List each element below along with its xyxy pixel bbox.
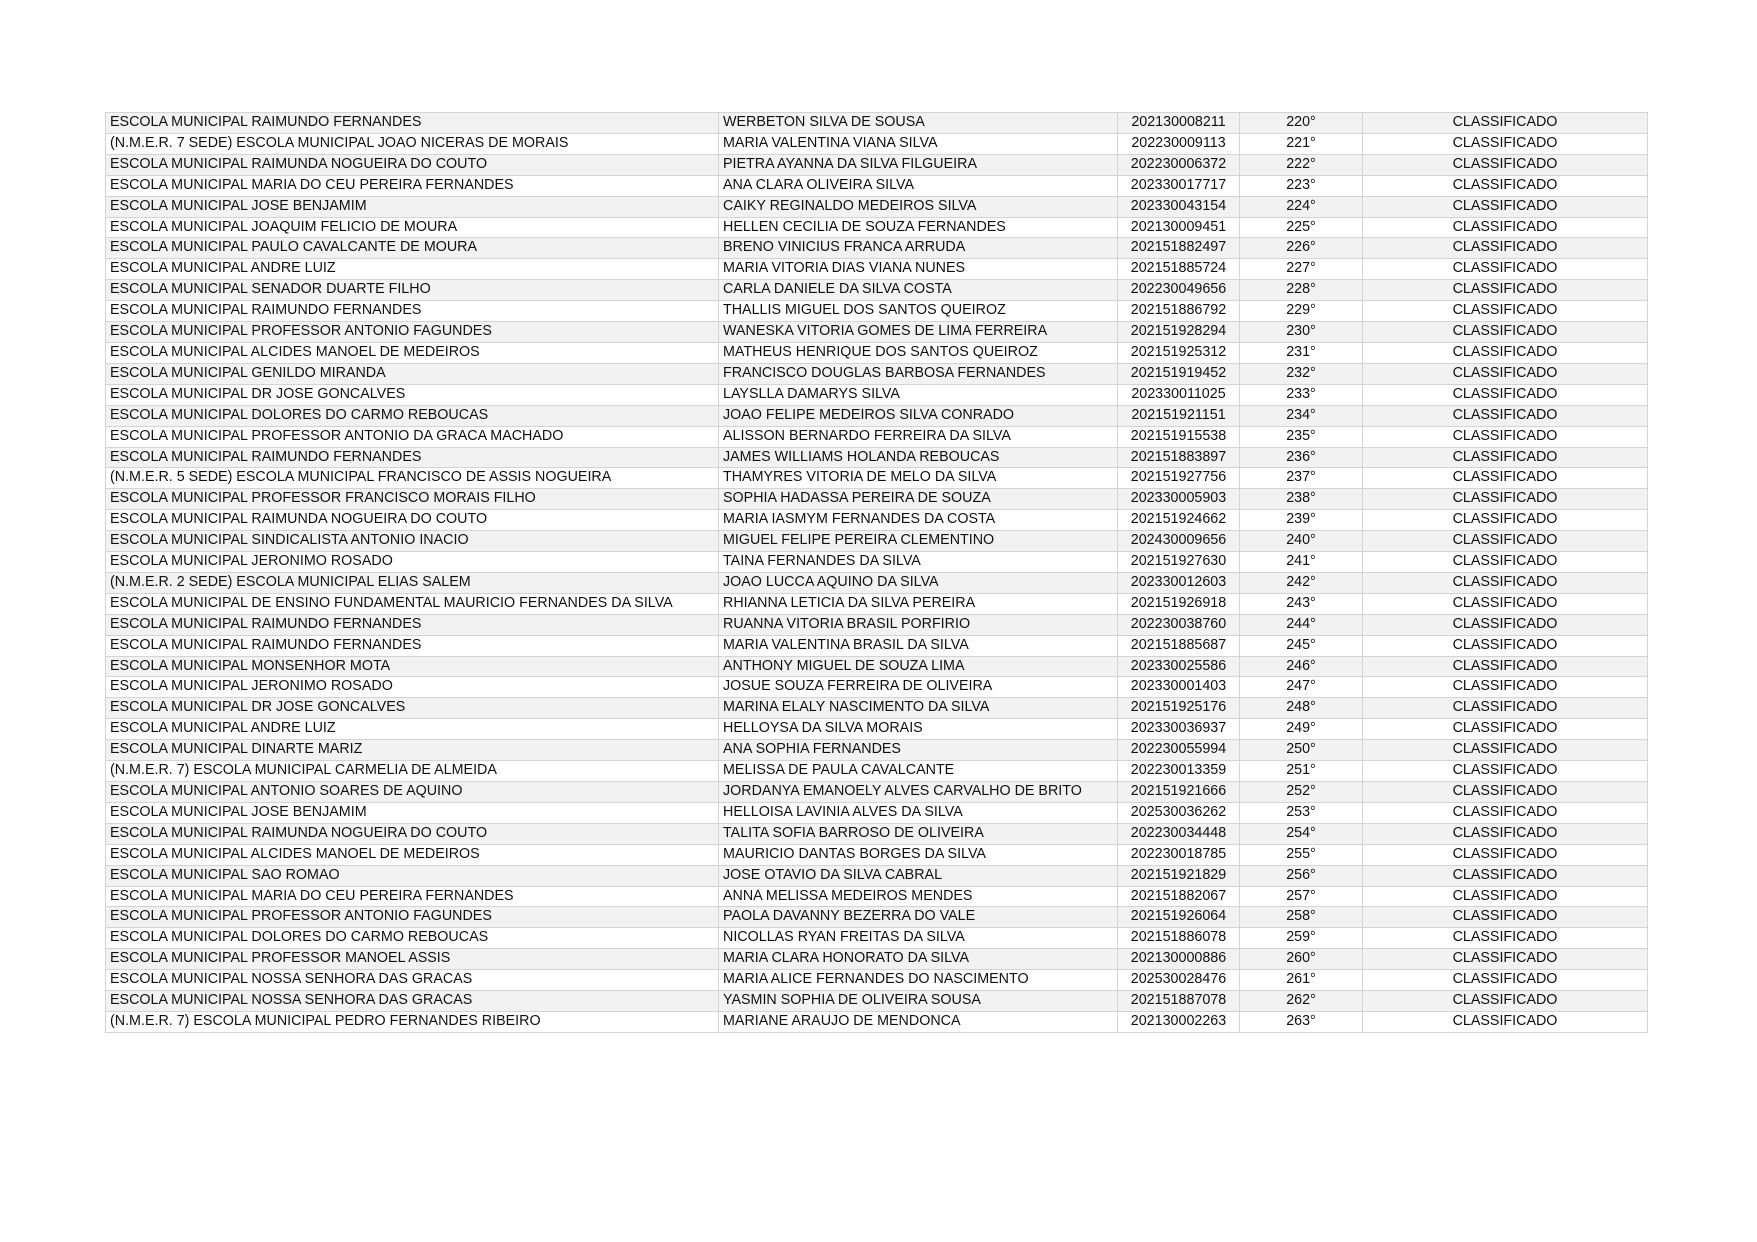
student-name-cell: TAINA FERNANDES DA SILVA bbox=[719, 552, 1118, 573]
rank-cell: 241° bbox=[1240, 552, 1363, 573]
registration-code-cell: 202151882497 bbox=[1118, 238, 1240, 259]
rank-cell: 249° bbox=[1240, 719, 1363, 740]
registration-code-cell: 202151886792 bbox=[1118, 301, 1240, 322]
school-cell: ESCOLA MUNICIPAL SINDICALISTA ANTONIO INACIO bbox=[106, 531, 719, 552]
school-cell: ESCOLA MUNICIPAL DR JOSE GONCALVES bbox=[106, 384, 719, 405]
student-name-cell: MIGUEL FELIPE PEREIRA CLEMENTINO bbox=[719, 531, 1118, 552]
table-row bbox=[106, 844, 1648, 865]
rank-cell: 244° bbox=[1240, 614, 1363, 635]
rank-cell: 221° bbox=[1240, 133, 1363, 154]
rank-cell: 250° bbox=[1240, 740, 1363, 761]
rank-cell: 232° bbox=[1240, 363, 1363, 384]
status-cell: CLASSIFICADO bbox=[1363, 698, 1648, 719]
registration-code-cell: 202230034448 bbox=[1118, 823, 1240, 844]
student-name-cell: HELLOISA LAVINIA ALVES DA SILVA bbox=[719, 802, 1118, 823]
school-cell: ESCOLA MUNICIPAL RAIMUNDA NOGUEIRA DO COUTO bbox=[106, 823, 719, 844]
school-cell: ESCOLA MUNICIPAL NOSSA SENHORA DAS GRACAS bbox=[106, 991, 719, 1012]
status-cell: CLASSIFICADO bbox=[1363, 635, 1648, 656]
student-name-cell: JOAO LUCCA AQUINO DA SILVA bbox=[719, 572, 1118, 593]
school-cell: ESCOLA MUNICIPAL DOLORES DO CARMO REBOUCAS bbox=[106, 928, 719, 949]
table-row bbox=[106, 363, 1648, 384]
status-cell: CLASSIFICADO bbox=[1363, 113, 1648, 134]
rank-cell: 236° bbox=[1240, 447, 1363, 468]
table-row bbox=[106, 928, 1648, 949]
status-cell: CLASSIFICADO bbox=[1363, 614, 1648, 635]
registration-code-cell: 202151924662 bbox=[1118, 510, 1240, 531]
table-row bbox=[106, 991, 1648, 1012]
status-cell: CLASSIFICADO bbox=[1363, 196, 1648, 217]
table-row bbox=[106, 949, 1648, 970]
rank-cell: 254° bbox=[1240, 823, 1363, 844]
student-name-cell: JAMES WILLIAMS HOLANDA REBOUCAS bbox=[719, 447, 1118, 468]
status-cell: CLASSIFICADO bbox=[1363, 322, 1648, 343]
status-cell: CLASSIFICADO bbox=[1363, 802, 1648, 823]
student-name-cell: JOAO FELIPE MEDEIROS SILVA CONRADO bbox=[719, 405, 1118, 426]
status-cell: CLASSIFICADO bbox=[1363, 991, 1648, 1012]
status-cell: CLASSIFICADO bbox=[1363, 447, 1648, 468]
student-name-cell: MELISSA DE PAULA CAVALCANTE bbox=[719, 761, 1118, 782]
status-cell: CLASSIFICADO bbox=[1363, 342, 1648, 363]
classification-table bbox=[105, 112, 1648, 1033]
student-name-cell: HELLEN CECILIA DE SOUZA FERNANDES bbox=[719, 217, 1118, 238]
student-name-cell: JOSE OTAVIO DA SILVA CABRAL bbox=[719, 865, 1118, 886]
table-row bbox=[106, 489, 1648, 510]
student-name-cell: MATHEUS HENRIQUE DOS SANTOS QUEIROZ bbox=[719, 342, 1118, 363]
registration-code-cell: 202151915538 bbox=[1118, 426, 1240, 447]
table-row bbox=[106, 447, 1648, 468]
rank-cell: 222° bbox=[1240, 154, 1363, 175]
rank-cell: 259° bbox=[1240, 928, 1363, 949]
registration-code-cell: 202230013359 bbox=[1118, 761, 1240, 782]
table-row bbox=[106, 572, 1648, 593]
registration-code-cell: 202430009656 bbox=[1118, 531, 1240, 552]
rank-cell: 248° bbox=[1240, 698, 1363, 719]
rank-cell: 251° bbox=[1240, 761, 1363, 782]
table-row bbox=[106, 865, 1648, 886]
rank-cell: 238° bbox=[1240, 489, 1363, 510]
rank-cell: 262° bbox=[1240, 991, 1363, 1012]
student-name-cell: MARIA VITORIA DIAS VIANA NUNES bbox=[719, 259, 1118, 280]
school-cell: ESCOLA MUNICIPAL JERONIMO ROSADO bbox=[106, 552, 719, 573]
rank-cell: 260° bbox=[1240, 949, 1363, 970]
student-name-cell: RUANNA VITORIA BRASIL PORFIRIO bbox=[719, 614, 1118, 635]
rank-cell: 243° bbox=[1240, 593, 1363, 614]
rank-cell: 263° bbox=[1240, 1011, 1363, 1032]
student-name-cell: YASMIN SOPHIA DE OLIVEIRA SOUSA bbox=[719, 991, 1118, 1012]
table-row bbox=[106, 1011, 1648, 1032]
student-name-cell: PIETRA AYANNA DA SILVA FILGUEIRA bbox=[719, 154, 1118, 175]
student-name-cell: CAIKY REGINALDO MEDEIROS SILVA bbox=[719, 196, 1118, 217]
registration-code-cell: 202151921151 bbox=[1118, 405, 1240, 426]
table-row bbox=[106, 426, 1648, 447]
rank-cell: 223° bbox=[1240, 175, 1363, 196]
status-cell: CLASSIFICADO bbox=[1363, 384, 1648, 405]
registration-code-cell: 202330012603 bbox=[1118, 572, 1240, 593]
rank-cell: 242° bbox=[1240, 572, 1363, 593]
table-row bbox=[106, 259, 1648, 280]
registration-code-cell: 202151882067 bbox=[1118, 886, 1240, 907]
school-cell: ESCOLA MUNICIPAL SENADOR DUARTE FILHO bbox=[106, 280, 719, 301]
status-cell: CLASSIFICADO bbox=[1363, 363, 1648, 384]
status-cell: CLASSIFICADO bbox=[1363, 949, 1648, 970]
registration-code-cell: 202151921829 bbox=[1118, 865, 1240, 886]
rank-cell: 230° bbox=[1240, 322, 1363, 343]
table-row bbox=[106, 907, 1648, 928]
table-row bbox=[106, 238, 1648, 259]
registration-code-cell: 202151883897 bbox=[1118, 447, 1240, 468]
status-cell: CLASSIFICADO bbox=[1363, 907, 1648, 928]
registration-code-cell: 202330036937 bbox=[1118, 719, 1240, 740]
registration-code-cell: 202230038760 bbox=[1118, 614, 1240, 635]
school-cell: ESCOLA MUNICIPAL DE ENSINO FUNDAMENTAL MAURICIO FERNANDES DA SILVA bbox=[106, 593, 719, 614]
status-cell: CLASSIFICADO bbox=[1363, 259, 1648, 280]
table-row bbox=[106, 280, 1648, 301]
registration-code-cell: 202230009113 bbox=[1118, 133, 1240, 154]
school-cell: (N.M.E.R. 7 SEDE) ESCOLA MUNICIPAL JOAO NICERAS DE MORAIS bbox=[106, 133, 719, 154]
student-name-cell: LAYSLLA DAMARYS SILVA bbox=[719, 384, 1118, 405]
registration-code-cell: 202151887078 bbox=[1118, 991, 1240, 1012]
registration-code-cell: 202151886078 bbox=[1118, 928, 1240, 949]
table-row bbox=[106, 342, 1648, 363]
school-cell: ESCOLA MUNICIPAL ANDRE LUIZ bbox=[106, 259, 719, 280]
table-row bbox=[106, 802, 1648, 823]
rank-cell: 224° bbox=[1240, 196, 1363, 217]
table-row bbox=[106, 133, 1648, 154]
status-cell: CLASSIFICADO bbox=[1363, 844, 1648, 865]
school-cell: ESCOLA MUNICIPAL PROFESSOR FRANCISCO MORAIS FILHO bbox=[106, 489, 719, 510]
school-cell: ESCOLA MUNICIPAL DOLORES DO CARMO REBOUCAS bbox=[106, 405, 719, 426]
status-cell: CLASSIFICADO bbox=[1363, 531, 1648, 552]
student-name-cell: WANESKA VITORIA GOMES DE LIMA FERREIRA bbox=[719, 322, 1118, 343]
student-name-cell: BRENO VINICIUS FRANCA ARRUDA bbox=[719, 238, 1118, 259]
student-name-cell: THALLIS MIGUEL DOS SANTOS QUEIROZ bbox=[719, 301, 1118, 322]
student-name-cell: MARIANE ARAUJO DE MENDONCA bbox=[719, 1011, 1118, 1032]
registration-code-cell: 202330011025 bbox=[1118, 384, 1240, 405]
student-name-cell: SOPHIA HADASSA PEREIRA DE SOUZA bbox=[719, 489, 1118, 510]
table-row bbox=[106, 175, 1648, 196]
status-cell: CLASSIFICADO bbox=[1363, 719, 1648, 740]
rank-cell: 247° bbox=[1240, 677, 1363, 698]
table-row bbox=[106, 761, 1648, 782]
school-cell: ESCOLA MUNICIPAL DR JOSE GONCALVES bbox=[106, 698, 719, 719]
status-cell: CLASSIFICADO bbox=[1363, 175, 1648, 196]
status-cell: CLASSIFICADO bbox=[1363, 280, 1648, 301]
rank-cell: 227° bbox=[1240, 259, 1363, 280]
student-name-cell: PAOLA DAVANNY BEZERRA DO VALE bbox=[719, 907, 1118, 928]
student-name-cell: MAURICIO DANTAS BORGES DA SILVA bbox=[719, 844, 1118, 865]
registration-code-cell: 202151928294 bbox=[1118, 322, 1240, 343]
status-cell: CLASSIFICADO bbox=[1363, 133, 1648, 154]
school-cell: ESCOLA MUNICIPAL PROFESSOR ANTONIO FAGUNDES bbox=[106, 907, 719, 928]
school-cell: ESCOLA MUNICIPAL MONSENHOR MOTA bbox=[106, 656, 719, 677]
school-cell: ESCOLA MUNICIPAL ANDRE LUIZ bbox=[106, 719, 719, 740]
student-name-cell: ANNA MELISSA MEDEIROS MENDES bbox=[719, 886, 1118, 907]
table-row bbox=[106, 552, 1648, 573]
student-name-cell: CARLA DANIELE DA SILVA COSTA bbox=[719, 280, 1118, 301]
registration-code-cell: 202330025586 bbox=[1118, 656, 1240, 677]
table-row bbox=[106, 154, 1648, 175]
table-row bbox=[106, 593, 1648, 614]
table-row bbox=[106, 970, 1648, 991]
table-row bbox=[106, 322, 1648, 343]
school-cell: ESCOLA MUNICIPAL JOAQUIM FELICIO DE MOURA bbox=[106, 217, 719, 238]
rank-cell: 228° bbox=[1240, 280, 1363, 301]
registration-code-cell: 202130002263 bbox=[1118, 1011, 1240, 1032]
status-cell: CLASSIFICADO bbox=[1363, 886, 1648, 907]
table-row bbox=[106, 196, 1648, 217]
table-row bbox=[106, 677, 1648, 698]
student-name-cell: ANTHONY MIGUEL DE SOUZA LIMA bbox=[719, 656, 1118, 677]
school-cell: (N.M.E.R. 7) ESCOLA MUNICIPAL PEDRO FERNANDES RIBEIRO bbox=[106, 1011, 719, 1032]
rank-cell: 233° bbox=[1240, 384, 1363, 405]
rank-cell: 239° bbox=[1240, 510, 1363, 531]
registration-code-cell: 202130009451 bbox=[1118, 217, 1240, 238]
school-cell: (N.M.E.R. 2 SEDE) ESCOLA MUNICIPAL ELIAS SALEM bbox=[106, 572, 719, 593]
status-cell: CLASSIFICADO bbox=[1363, 593, 1648, 614]
rank-cell: 256° bbox=[1240, 865, 1363, 886]
status-cell: CLASSIFICADO bbox=[1363, 928, 1648, 949]
registration-code-cell: 202330005903 bbox=[1118, 489, 1240, 510]
registration-code-cell: 202151925312 bbox=[1118, 342, 1240, 363]
rank-cell: 231° bbox=[1240, 342, 1363, 363]
rank-cell: 237° bbox=[1240, 468, 1363, 489]
registration-code-cell: 202230055994 bbox=[1118, 740, 1240, 761]
registration-code-cell: 202130000886 bbox=[1118, 949, 1240, 970]
rank-cell: 252° bbox=[1240, 782, 1363, 803]
rank-cell: 235° bbox=[1240, 426, 1363, 447]
rank-cell: 245° bbox=[1240, 635, 1363, 656]
status-cell: CLASSIFICADO bbox=[1363, 761, 1648, 782]
status-cell: CLASSIFICADO bbox=[1363, 238, 1648, 259]
status-cell: CLASSIFICADO bbox=[1363, 489, 1648, 510]
school-cell: ESCOLA MUNICIPAL RAIMUNDO FERNANDES bbox=[106, 614, 719, 635]
rank-cell: 240° bbox=[1240, 531, 1363, 552]
student-name-cell: THAMYRES VITORIA DE MELO DA SILVA bbox=[719, 468, 1118, 489]
rank-cell: 225° bbox=[1240, 217, 1363, 238]
status-cell: CLASSIFICADO bbox=[1363, 405, 1648, 426]
school-cell: ESCOLA MUNICIPAL RAIMUNDA NOGUEIRA DO COUTO bbox=[106, 510, 719, 531]
table-row bbox=[106, 531, 1648, 552]
school-cell: ESCOLA MUNICIPAL RAIMUNDO FERNANDES bbox=[106, 635, 719, 656]
student-name-cell: MARIA VALENTINA BRASIL DA SILVA bbox=[719, 635, 1118, 656]
status-cell: CLASSIFICADO bbox=[1363, 217, 1648, 238]
student-name-cell: ANA CLARA OLIVEIRA SILVA bbox=[719, 175, 1118, 196]
registration-code-cell: 202230049656 bbox=[1118, 280, 1240, 301]
rank-cell: 246° bbox=[1240, 656, 1363, 677]
table-row bbox=[106, 301, 1648, 322]
school-cell: ESCOLA MUNICIPAL RAIMUNDO FERNANDES bbox=[106, 301, 719, 322]
school-cell: ESCOLA MUNICIPAL RAIMUNDO FERNANDES bbox=[106, 113, 719, 134]
school-cell: ESCOLA MUNICIPAL MARIA DO CEU PEREIRA FERNANDES bbox=[106, 886, 719, 907]
table-row bbox=[106, 782, 1648, 803]
student-name-cell: JOSUE SOUZA FERREIRA DE OLIVEIRA bbox=[719, 677, 1118, 698]
school-cell: ESCOLA MUNICIPAL JOSE BENJAMIM bbox=[106, 802, 719, 823]
school-cell: ESCOLA MUNICIPAL ALCIDES MANOEL DE MEDEIROS bbox=[106, 844, 719, 865]
table-row bbox=[106, 740, 1648, 761]
student-name-cell: RHIANNA LETICIA DA SILVA PEREIRA bbox=[719, 593, 1118, 614]
status-cell: CLASSIFICADO bbox=[1363, 552, 1648, 573]
table-row bbox=[106, 384, 1648, 405]
school-cell: ESCOLA MUNICIPAL ANTONIO SOARES DE AQUINO bbox=[106, 782, 719, 803]
rank-cell: 258° bbox=[1240, 907, 1363, 928]
rank-cell: 220° bbox=[1240, 113, 1363, 134]
table-row bbox=[106, 886, 1648, 907]
student-name-cell: ALISSON BERNARDO FERREIRA DA SILVA bbox=[719, 426, 1118, 447]
table-row bbox=[106, 468, 1648, 489]
registration-code-cell: 202151925176 bbox=[1118, 698, 1240, 719]
registration-code-cell: 202151885687 bbox=[1118, 635, 1240, 656]
school-cell: ESCOLA MUNICIPAL JOSE BENJAMIM bbox=[106, 196, 719, 217]
status-cell: CLASSIFICADO bbox=[1363, 677, 1648, 698]
student-name-cell: MARIA ALICE FERNANDES DO NASCIMENTO bbox=[719, 970, 1118, 991]
school-cell: ESCOLA MUNICIPAL PROFESSOR MANOEL ASSIS bbox=[106, 949, 719, 970]
table-row bbox=[106, 823, 1648, 844]
table-row bbox=[106, 635, 1648, 656]
status-cell: CLASSIFICADO bbox=[1363, 740, 1648, 761]
school-cell: ESCOLA MUNICIPAL RAIMUNDA NOGUEIRA DO COUTO bbox=[106, 154, 719, 175]
school-cell: ESCOLA MUNICIPAL MARIA DO CEU PEREIRA FERNANDES bbox=[106, 175, 719, 196]
school-cell: ESCOLA MUNICIPAL NOSSA SENHORA DAS GRACAS bbox=[106, 970, 719, 991]
school-cell: ESCOLA MUNICIPAL ALCIDES MANOEL DE MEDEIROS bbox=[106, 342, 719, 363]
registration-code-cell: 202151919452 bbox=[1118, 363, 1240, 384]
student-name-cell: MARIA IASMYM FERNANDES DA COSTA bbox=[719, 510, 1118, 531]
registration-code-cell: 202230018785 bbox=[1118, 844, 1240, 865]
school-cell: ESCOLA MUNICIPAL PROFESSOR ANTONIO DA GRACA MACHADO bbox=[106, 426, 719, 447]
rank-cell: 253° bbox=[1240, 802, 1363, 823]
student-name-cell: FRANCISCO DOUGLAS BARBOSA FERNANDES bbox=[719, 363, 1118, 384]
school-cell: ESCOLA MUNICIPAL DINARTE MARIZ bbox=[106, 740, 719, 761]
student-name-cell: MARIA CLARA HONORATO DA SILVA bbox=[719, 949, 1118, 970]
registration-code-cell: 202330001403 bbox=[1118, 677, 1240, 698]
registration-code-cell: 202130008211 bbox=[1118, 113, 1240, 134]
student-name-cell: MARINA ELALY NASCIMENTO DA SILVA bbox=[719, 698, 1118, 719]
school-cell: (N.M.E.R. 5 SEDE) ESCOLA MUNICIPAL FRANCISCO DE ASSIS NOGUEIRA bbox=[106, 468, 719, 489]
student-name-cell: MARIA VALENTINA VIANA SILVA bbox=[719, 133, 1118, 154]
registration-code-cell: 202151885724 bbox=[1118, 259, 1240, 280]
status-cell: CLASSIFICADO bbox=[1363, 572, 1648, 593]
status-cell: CLASSIFICADO bbox=[1363, 426, 1648, 447]
registration-code-cell: 202151927630 bbox=[1118, 552, 1240, 573]
student-name-cell: ANA SOPHIA FERNANDES bbox=[719, 740, 1118, 761]
status-cell: CLASSIFICADO bbox=[1363, 782, 1648, 803]
status-cell: CLASSIFICADO bbox=[1363, 970, 1648, 991]
student-name-cell: TALITA SOFIA BARROSO DE OLIVEIRA bbox=[719, 823, 1118, 844]
registration-code-cell: 202330043154 bbox=[1118, 196, 1240, 217]
registration-code-cell: 202530028476 bbox=[1118, 970, 1240, 991]
status-cell: CLASSIFICADO bbox=[1363, 301, 1648, 322]
table-row bbox=[106, 405, 1648, 426]
rank-cell: 261° bbox=[1240, 970, 1363, 991]
student-name-cell: WERBETON SILVA DE SOUSA bbox=[719, 113, 1118, 134]
school-cell: ESCOLA MUNICIPAL GENILDO MIRANDA bbox=[106, 363, 719, 384]
registration-code-cell: 202530036262 bbox=[1118, 802, 1240, 823]
registration-code-cell: 202230006372 bbox=[1118, 154, 1240, 175]
status-cell: CLASSIFICADO bbox=[1363, 510, 1648, 531]
registration-code-cell: 202151921666 bbox=[1118, 782, 1240, 803]
school-cell: ESCOLA MUNICIPAL PROFESSOR ANTONIO FAGUNDES bbox=[106, 322, 719, 343]
table-body bbox=[106, 113, 1648, 1033]
registration-code-cell: 202151926918 bbox=[1118, 593, 1240, 614]
school-cell: (N.M.E.R. 7) ESCOLA MUNICIPAL CARMELIA DE ALMEIDA bbox=[106, 761, 719, 782]
student-name-cell: HELLOYSA DA SILVA MORAIS bbox=[719, 719, 1118, 740]
rank-cell: 229° bbox=[1240, 301, 1363, 322]
table-row bbox=[106, 614, 1648, 635]
registration-code-cell: 202151926064 bbox=[1118, 907, 1240, 928]
status-cell: CLASSIFICADO bbox=[1363, 823, 1648, 844]
table-row bbox=[106, 656, 1648, 677]
table-row bbox=[106, 510, 1648, 531]
rank-cell: 226° bbox=[1240, 238, 1363, 259]
school-cell: ESCOLA MUNICIPAL SAO ROMAO bbox=[106, 865, 719, 886]
rank-cell: 255° bbox=[1240, 844, 1363, 865]
status-cell: CLASSIFICADO bbox=[1363, 656, 1648, 677]
status-cell: CLASSIFICADO bbox=[1363, 154, 1648, 175]
school-cell: ESCOLA MUNICIPAL JERONIMO ROSADO bbox=[106, 677, 719, 698]
table-row bbox=[106, 113, 1648, 134]
school-cell: ESCOLA MUNICIPAL RAIMUNDO FERNANDES bbox=[106, 447, 719, 468]
table-row bbox=[106, 698, 1648, 719]
registration-code-cell: 202330017717 bbox=[1118, 175, 1240, 196]
status-cell: CLASSIFICADO bbox=[1363, 1011, 1648, 1032]
student-name-cell: JORDANYA EMANOELY ALVES CARVALHO DE BRITO bbox=[719, 782, 1118, 803]
registration-code-cell: 202151927756 bbox=[1118, 468, 1240, 489]
table-row bbox=[106, 719, 1648, 740]
student-name-cell: NICOLLAS RYAN FREITAS DA SILVA bbox=[719, 928, 1118, 949]
rank-cell: 234° bbox=[1240, 405, 1363, 426]
school-cell: ESCOLA MUNICIPAL PAULO CAVALCANTE DE MOURA bbox=[106, 238, 719, 259]
table-row bbox=[106, 217, 1648, 238]
rank-cell: 257° bbox=[1240, 886, 1363, 907]
status-cell: CLASSIFICADO bbox=[1363, 865, 1648, 886]
status-cell: CLASSIFICADO bbox=[1363, 468, 1648, 489]
